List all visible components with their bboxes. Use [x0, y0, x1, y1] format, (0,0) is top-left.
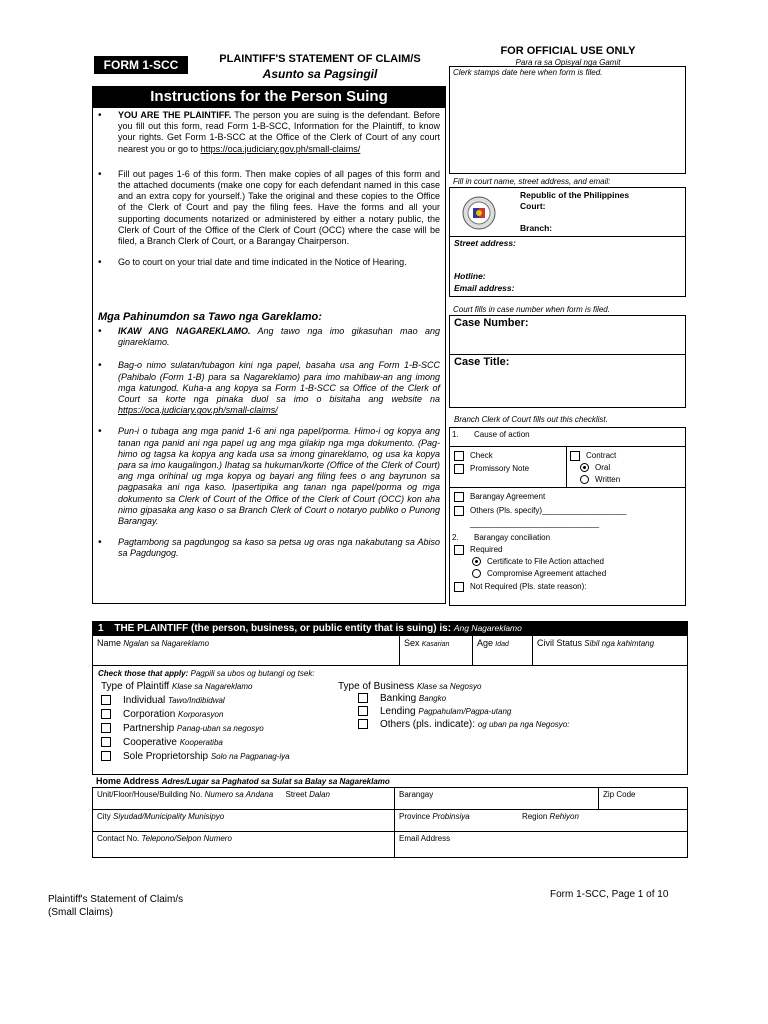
- page-number: Form 1-SCC, Page 1 of 10: [550, 889, 669, 900]
- cause-number: 1.: [452, 430, 459, 439]
- instructions-heading: Instructions for the Person Suing: [92, 86, 446, 108]
- instruction-item: • YOU ARE THE PLAINTIFF. The person you are suing is the defendant. Before you fill out this form, read Form 1-B-SCC, Information for the Plaintiff, to know your rights. Get Form 1-B-SCC at the Office of the Clerk of Court of any court nearest you or go to https://oca.judiciary.gov.ph/small-claims/: [94, 110, 440, 155]
- checklist-note: Branch Clerk of Court fills out this checklist.: [454, 415, 608, 424]
- instruction-item: • Bag-o nimo sulatan/tubagon kini nga papel, basaha usa ang Form 1-B-SCC (Pahibalo (Form 1-B) para sa Nagareklamo) para imo mahibaw-an ang imong mga katungod. Kuha-a ang kopya sa Form 1-B-SCC sa Office of the Clerk of Court sa korte nga pinaka duol sa imo o bisitaha ang website na https://oca.judiciary.gov.ph/small-claims/: [94, 360, 440, 416]
- radio-button[interactable]: [472, 569, 481, 578]
- clerk-stamp-box[interactable]: [449, 66, 686, 174]
- certificate-option[interactable]: Certificate to File Action attached: [472, 557, 604, 566]
- civil-status-field[interactable]: Civil Status Sibil nga kahimtang: [532, 635, 688, 666]
- business-type-option[interactable]: Lending Pagpahulam/Pagpa-utang: [358, 706, 511, 717]
- checkbox[interactable]: [454, 545, 464, 555]
- unit-field[interactable]: Unit/Floor/House/Building No. Numero sa Andana Street Dalan: [92, 787, 395, 810]
- cause-label: Cause of action: [474, 430, 530, 439]
- checkbox[interactable]: [101, 709, 111, 719]
- checkbox[interactable]: [358, 719, 368, 729]
- checkbox[interactable]: [570, 451, 580, 461]
- instruction-item: • Pagtambong sa pagdungog sa kaso sa petsa ug oras nga nakabutang sa Abiso sa Pagdungog.: [94, 537, 440, 559]
- conciliation-label: Barangay conciliation: [474, 533, 551, 542]
- zip-code-field[interactable]: Zip Code: [598, 787, 688, 810]
- email-address-label: Email address:: [454, 283, 515, 293]
- clerk-stamp-note: Clerk stamps date here when form is filed.: [453, 68, 603, 77]
- checkbox[interactable]: [101, 695, 111, 705]
- small-claims-link[interactable]: https://oca.judiciary.gov.ph/small-claims/: [118, 405, 278, 416]
- case-number-label: Case Number:: [454, 317, 529, 329]
- check-apply-label: Check those that apply: Pagpili sa ubos og butangi og tsek:: [98, 669, 315, 678]
- court-label: Court:: [520, 201, 546, 211]
- age-field[interactable]: Age Idad: [472, 635, 533, 666]
- checkbox[interactable]: [454, 492, 464, 502]
- checkbox[interactable]: [454, 506, 464, 516]
- barangay-agreement-option[interactable]: Barangay Agreement: [454, 492, 545, 502]
- section-heading-sub: Ang Nagareklamo: [453, 623, 522, 633]
- checkbox[interactable]: [101, 751, 111, 761]
- checkbox[interactable]: [454, 582, 464, 592]
- section-number: 1: [98, 623, 104, 634]
- official-use-sub: Para ra sa Opisyal nga Gamit: [515, 58, 621, 67]
- checkbox[interactable]: [358, 706, 368, 716]
- philippines-seal-icon: [462, 196, 496, 230]
- court-fill-note: Fill in court name, street address, and email:: [453, 177, 611, 186]
- radio-button[interactable]: [580, 475, 589, 484]
- check-option[interactable]: Check: [454, 451, 493, 461]
- plaintiff-type-option[interactable]: Partnership Panag-uban sa negosyo: [101, 723, 264, 734]
- checklist-divider: [566, 446, 567, 488]
- checkbox[interactable]: [358, 693, 368, 703]
- radio-button[interactable]: [580, 463, 589, 472]
- checkbox[interactable]: [101, 723, 111, 733]
- checklist-divider: [449, 487, 686, 488]
- sex-field[interactable]: Sex Kasarian: [399, 635, 473, 666]
- form-badge: FORM 1-SCC: [94, 56, 188, 74]
- plaintiff-type-option[interactable]: Corporation Korporasyon: [101, 709, 223, 720]
- branch-label: Branch:: [520, 223, 553, 233]
- instructions-english: [94, 110, 440, 278]
- instruction-item: • Pun-i o tubaga ang mga panid 1-6 ani nga papel/porma. Himo-i og kopya ang tanan nga panid ani nga papel ug ang mga gilakip nga mga dokumento. (Pag-himo og tagsa ka kopya ang kada usa sa imong ginareklamo, og usa ka kopya para sa imo kaugalingon.) Ihatag sa hukuman/korte (Office of the Clerk of Court) ang mga orihinal ug mga kopya og bayari ang filing fees o ang bayrunon sa pagpasaka ani nga kaso. Ipasertipika ang tanan nga papel/porma og mga dokumento sa Clerk of Court of the Office of the Clerk of Court (OCC) kon aha nimo gipasaka ang kaso o sa Branch Clerk of Court o notaryo publiko o Punong Barangay.: [94, 426, 440, 527]
- not-required-option[interactable]: Not Required (Pls. state reason):: [454, 582, 587, 592]
- contact-field[interactable]: Contact No. Telepono/Selpon Numero: [92, 831, 395, 858]
- instruction-item: • IKAW ANG NAGAREKLAMO. Ang tawo nga imo gikasuhan mao ang ginareklamo.: [94, 326, 440, 348]
- compromise-option[interactable]: Compromise Agreement attached: [472, 569, 606, 578]
- instruction-item: • Go to court on your trial date and time indicated in the Notice of Hearing.: [94, 257, 440, 268]
- footer-left-sub: (Small Claims): [48, 907, 113, 918]
- case-title-label: Case Title:: [454, 356, 510, 368]
- barangay-field[interactable]: Barangay: [394, 787, 599, 810]
- checkbox[interactable]: [454, 451, 464, 461]
- type-plaintiff-label: Type of Plaintiff Klase sa Nagareklamo: [101, 681, 253, 692]
- contract-option[interactable]: Contract: [570, 451, 616, 461]
- plaintiff-type-option[interactable]: Individual Tawo/Indibidwal: [101, 695, 225, 706]
- plaintiff-type-option[interactable]: Cooperative Kooperatiba: [101, 737, 223, 748]
- plaintiff-section-header: [92, 621, 688, 635]
- street-address-label: Street address:: [454, 238, 516, 248]
- written-option[interactable]: Written: [580, 475, 620, 484]
- business-type-option[interactable]: Banking Bangko: [358, 693, 446, 704]
- others-line[interactable]: _____________________________: [470, 519, 600, 528]
- official-use-label: FOR OFFICIAL USE ONLY: [500, 45, 636, 57]
- checkbox[interactable]: [454, 464, 464, 474]
- conciliation-number: 2.: [452, 533, 459, 542]
- others-option[interactable]: Others (Pls. specify)___________________: [454, 506, 627, 516]
- case-fill-note: Court fills in case number when form is filed.: [453, 305, 610, 314]
- name-field[interactable]: Name Ngalan sa Nagareklamo: [92, 635, 400, 666]
- business-type-option[interactable]: Others (pls. indicate): og uban pa nga Negosyo:: [358, 719, 569, 730]
- instruction-item: • Fill out pages 1-6 of this form. Then make copies of all pages of this form and the attached documents (make one copy for each defendant named in this case and an extra copy for yourself.) Take the original and these copies to the Office of the Clerk of Court and pay the filing fees. Have the forms and all your supporting documents notarized or administered by either a notary public, the Clerk of Court of the Office of the Clerk of Court (OCC) where the case will be filed, a Branch Clerk of Court, or a Barangay Chairperson.: [94, 169, 440, 247]
- oral-option[interactable]: Oral: [580, 463, 610, 472]
- radio-button[interactable]: [472, 557, 481, 566]
- province-region-field[interactable]: Province Probinsiya Region Rehiyon: [394, 809, 688, 832]
- footer-left-title: Plaintiff's Statement of Claim/s: [48, 894, 184, 905]
- section-heading: THE PLAINTIFF (the person, business, or public entity that is suing) is:: [114, 623, 452, 634]
- cebuano-heading: Mga Pahinumdon sa Tawo nga Gareklamo:: [98, 311, 322, 323]
- promissory-option[interactable]: Promissory Note: [454, 464, 529, 474]
- hotline-label: Hotline:: [454, 271, 486, 281]
- instructions-cebuano: [94, 326, 440, 570]
- form-title: PLAINTIFF'S STATEMENT OF CLAIM/S: [219, 53, 421, 65]
- plaintiff-type-option[interactable]: Sole Proprietorship Solo na Pagpanag-iya: [101, 751, 290, 762]
- small-claims-link[interactable]: https://oca.judiciary.gov.ph/small-claims/: [200, 143, 361, 154]
- required-option[interactable]: Required: [454, 545, 502, 555]
- republic-label: Republic of the Philippines: [520, 190, 630, 200]
- type-business-label: Type of Business Klase sa Negosyo: [338, 681, 482, 692]
- form-subtitle: Asunto sa Pagsingil: [262, 67, 378, 81]
- city-field[interactable]: City Siyudad/Municipality Munisipyo: [92, 809, 395, 832]
- email-field[interactable]: Email Address: [394, 831, 688, 858]
- home-address-label: Home Address Adres/Lugar sa Paghatod sa Sulat sa Balay sa Nagareklamo: [96, 776, 390, 786]
- checkbox[interactable]: [101, 737, 111, 747]
